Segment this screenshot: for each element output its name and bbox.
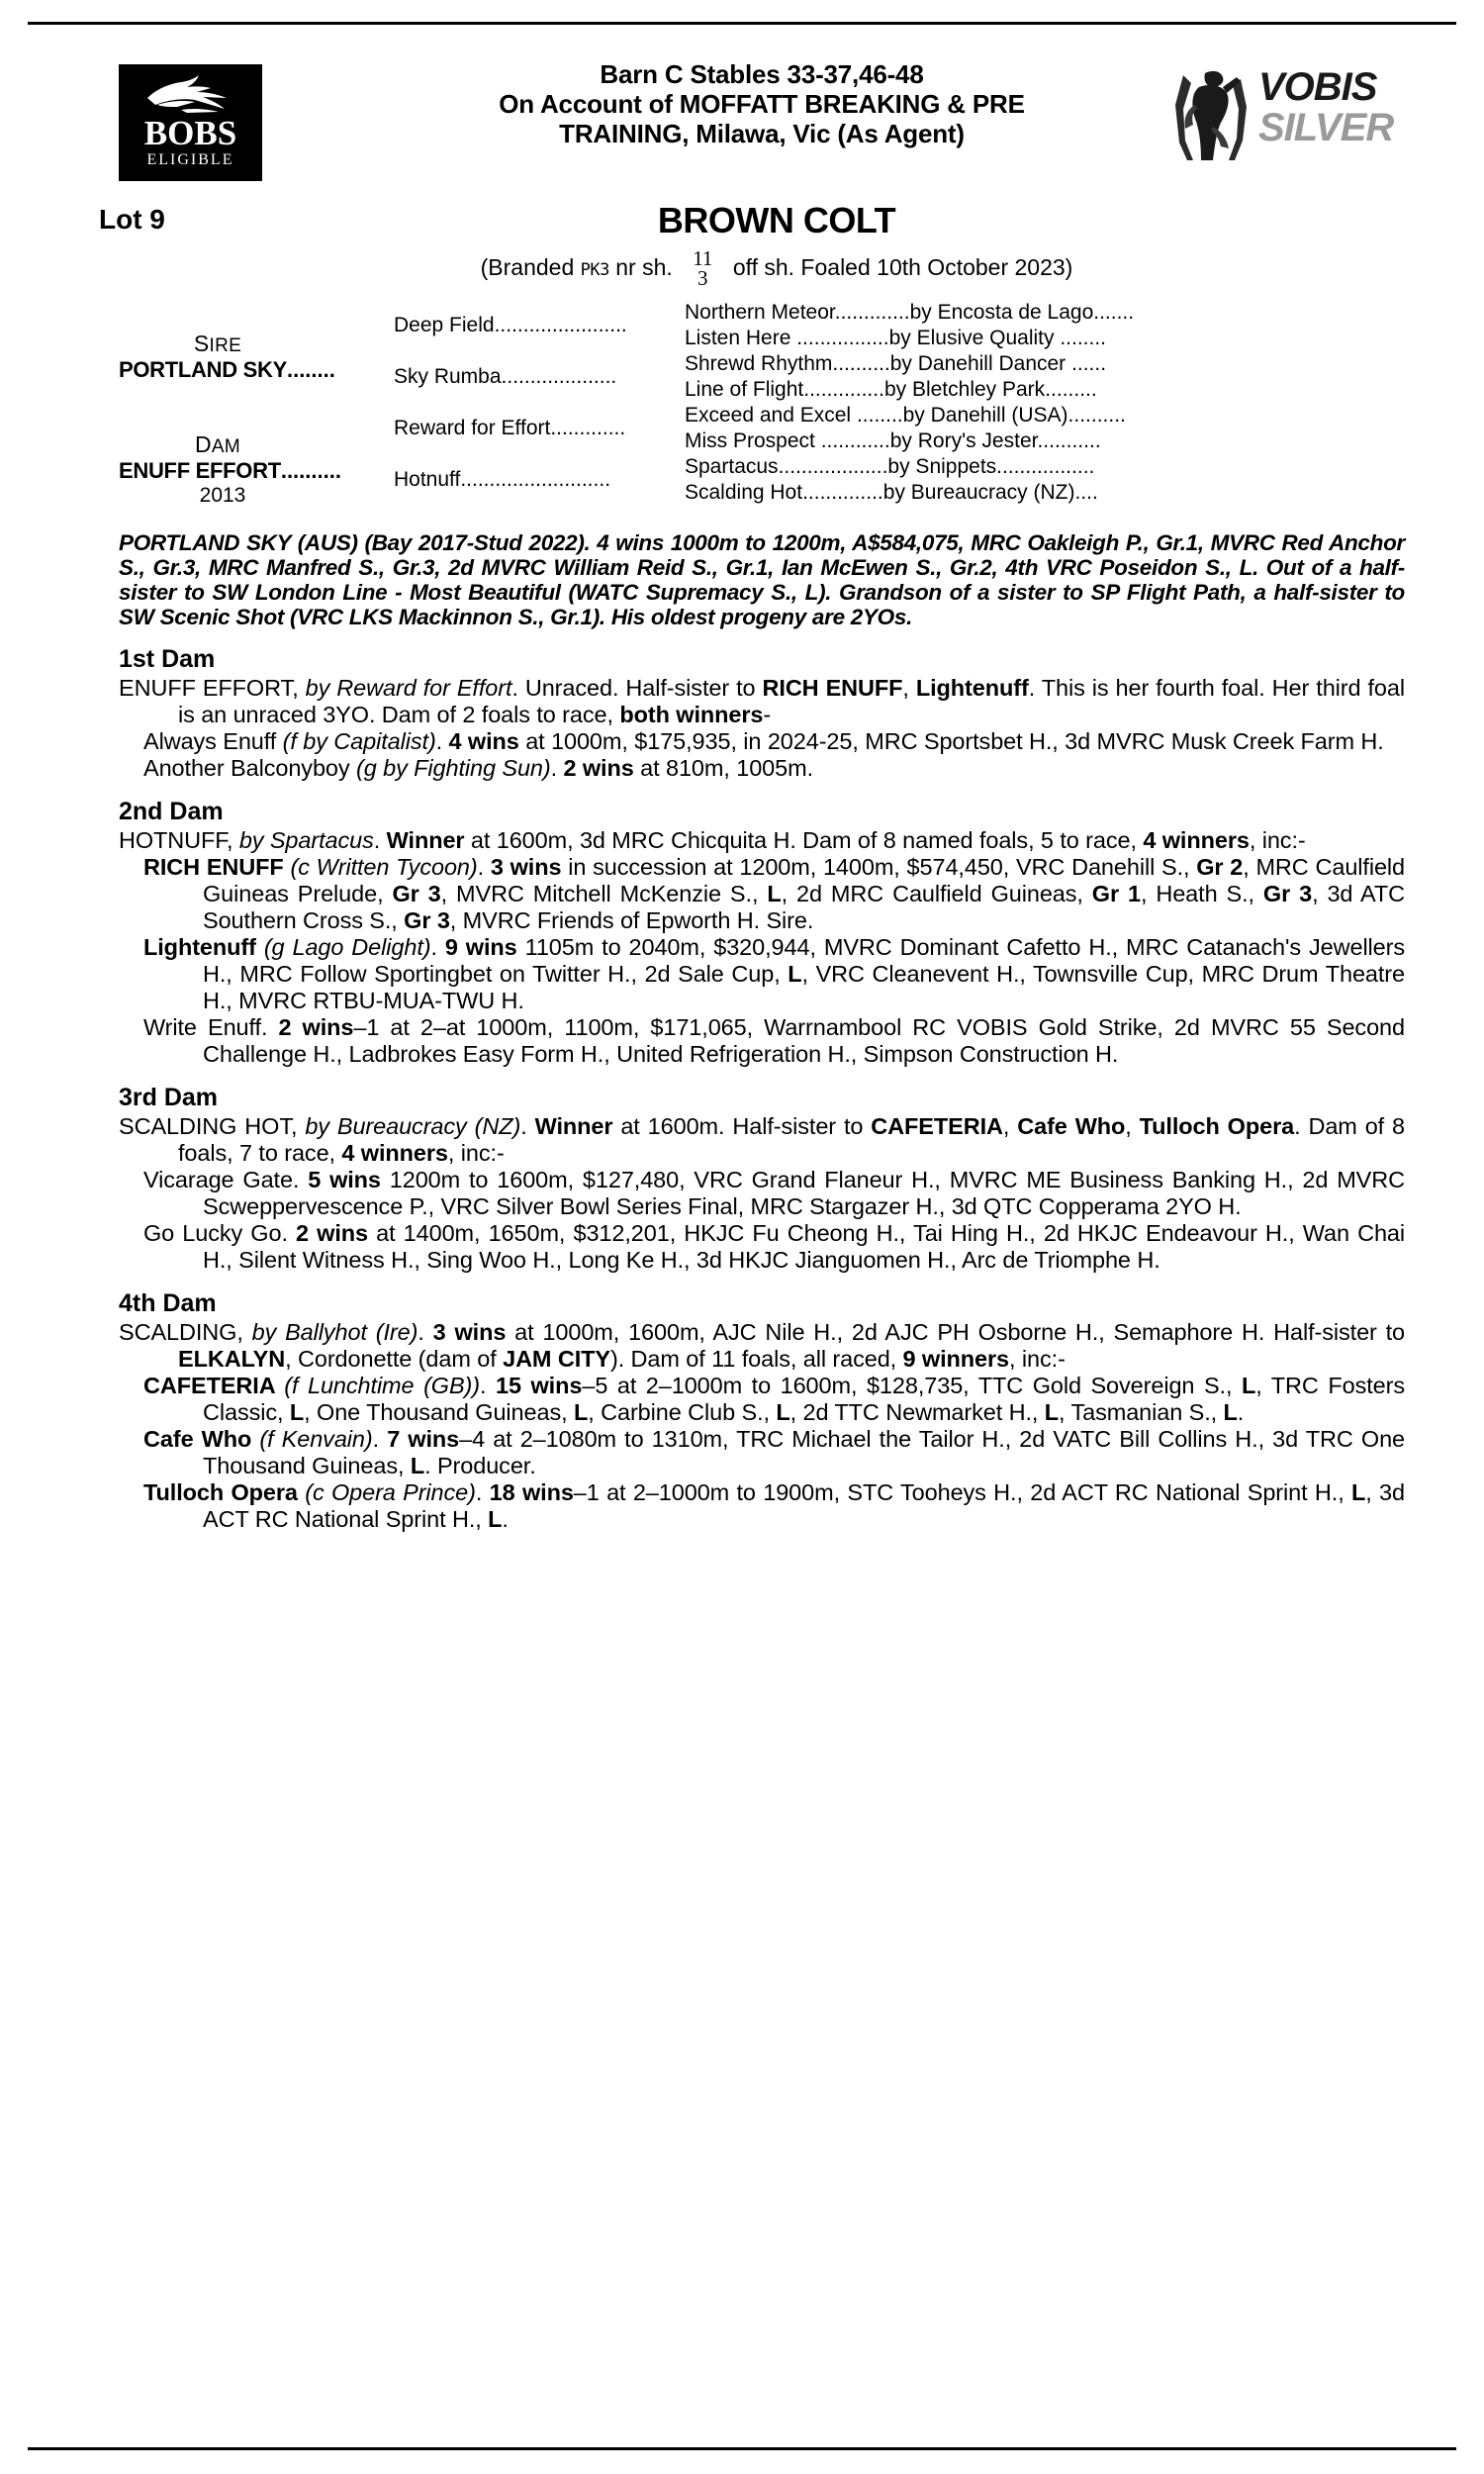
brand-code: PK3 [580,260,609,281]
dam-main-entry: HOTNUFF, by Spartacus. Winner at 1600m, 3d MRC Chicquita H. Dam of 8 named foals, 5 to race, 4 winners, inc:- [119,827,1306,853]
pedigree-table [119,301,1405,524]
dam-heading: 4th Dam [119,1289,217,1317]
sire-role-label: SIRE [193,331,242,356]
dam-sections [119,645,1405,1533]
branded-mid: nr sh. [615,254,673,281]
branded-suffix: off sh. Foaled 10th October 2023) [732,254,1073,281]
page-rule-bottom [28,2447,1456,2450]
horse-head-icon [138,74,244,116]
consignor-line-2: On Account of MOFFATT BREAKING & PRE [499,89,1025,119]
branding-line [119,246,1405,290]
dam-progeny-entry: Write Enuff. 2 wins–1 at 2–at 1000m, 1100m, $171,065, Warrnambool RC VOBIS Gold Strike, 2d MVRC 55 Second Challenge H., Ladbrokes Easy Form H., United Refrigeration H., Simpson Construction H. [143,1014,1405,1067]
bobs-eligible-logo [119,64,262,181]
dam-role-label: DAM [194,431,241,457]
dam-heading: 1st Dam [119,645,216,673]
dam-heading: 2nd Dam [119,798,224,825]
sire-summary-paragraph: PORTLAND SKY (AUS) (Bay 2017-Stud 2022). 4 wins 1000m to 1200m, A$584,075, MRC Oakleigh P., Gr.1, MVRC Red Anchor S., Gr.3, MRC Manfred S., Gr.3, 2d MVRC William Reid S., Gr.1, Ian McEwen S., Gr.2, 4th VRC Poseidon S., L. Out of a half-sister to SW London Line - Most Beautiful (WATC Supremacy S., L). Grandson of a sister to SP Flight Path, a half-sister to SW Scenic Shot (VRC LKS Mackinnon S., Gr.1). His oldest progeny are 2YOs. [119,530,1405,629]
grandparent-3: Reward for Effort............. [394,417,626,439]
dam-main-entry: ENUFF EFFORT, by Reward for Effort. Unraced. Half-sister to RICH ENUFF, Lightenuff. This is her fourth foal. Her third foal is an unraced 3YO. Dam of 2 foals to race, both winners- [119,675,1405,727]
consignor-block [336,59,1187,148]
dam-progeny-entry: CAFETERIA (f Lunchtime (GB)). 15 wins–5 at 2–1000m to 1600m, $128,735, TTC Gold Sovereign S., L, TRC Fosters Classic, L, One Thousand Guineas, L, Carbine Club S., L, 2d TTC Newmarket H., L, Tasmanian S., L. [143,1373,1406,1425]
great-grandparent-8: Scalding Hot..............by Bureaucracy (NZ).... [685,481,1098,504]
vobis-horse-rider-icon [1169,65,1254,164]
consignor-line-3: TRAINING, Milawa, Vic (As Agent) [559,119,965,148]
branded-prefix: (Branded [480,254,575,281]
page-header [119,59,1405,198]
great-grandparent-3: Shrewd Rhythm..........by Danehill Dancer ...... [685,352,1107,375]
vobis-logo-word-1: VOBIS [1258,65,1377,109]
dam-progeny-entry: Always Enuff (f by Capitalist). 4 wins at 1000m, $175,935, in 2024-25, MRC Sportsbet H., 3d MVRC Musk Creek Farm H. [143,728,1384,754]
dam-progeny-entry: Go Lucky Go. 2 wins at 1400m, 1650m, $312,201, HKJC Fu Cheong H., Tai Hing H., 2d HKJC Endeavour H., Wan Chai H., Silent Witness H., Sing Woo H., Long Ke H., 3d HKJC Jianguomen H., Arc de Triomphe H. [143,1220,1406,1273]
page-rule-top [28,22,1456,25]
great-grandparent-2: Listen Here ................by Elusive Quality ........ [685,327,1106,349]
page-content [99,59,1406,1533]
vobis-silver-logo [1167,59,1405,168]
dam-main-entry: SCALDING, by Ballyhot (Ire). 3 wins at 1000m, 1600m, AJC Nile H., 2d AJC PH Osborne H., Semaphore H. Half-sister to ELKALYN, Cordonette (dam of JAM CITY). Dam of 11 foals, all raced, 9 winners, inc:- [119,1319,1406,1372]
dam-heading: 3rd Dam [119,1084,219,1111]
great-grandparent-6: Miss Prospect ............by Rory's Jester........... [685,429,1101,452]
bobs-logo-word: BOBS [143,114,237,152]
grandparent-4: Hotnuff.......................... [394,468,611,491]
dam-progeny-entry: Tulloch Opera (c Opera Prince). 18 wins–1 at 2–1000m to 1900m, STC Tooheys H., 2d ACT RC National Sprint H., L, 3d ACT RC National Sprint H., L. [143,1479,1405,1532]
consignor-line-1: Barn C Stables 33-37,46-48 [600,59,924,89]
dam-progeny-entry: Cafe Who (f Kenvain). 7 wins–4 at 2–1080m to 1310m, TRC Michael the Tailor H., 2d VATC Bill Collins H., 3d TRC One Thousand Guineas, L. Producer. [143,1426,1406,1478]
vobis-wordmark [1258,67,1407,148]
sire-block [119,331,396,383]
dam-block [119,431,396,508]
dam-name: ENUFF EFFORT.......... [119,458,341,483]
grandparent-2: Sky Rumba.................... [394,365,617,388]
brand-fraction-denominator: 3 [697,266,708,290]
sire-name: PORTLAND SKY........ [119,357,335,382]
lot-title-row [99,200,1405,245]
brand-fraction-numerator: 11 [693,246,713,270]
brand-fraction [693,248,712,288]
dam-foaling-year: 2013 [199,484,246,507]
colour-and-sex: BROWN COLT [657,200,896,240]
dam-progeny-entry: Another Balconyboy (g by Fighting Sun). 2 wins at 810m, 1005m. [143,755,814,781]
great-grandparent-4: Line of Flight..............by Bletchley Park......... [685,378,1097,401]
vobis-logo-word-2: SILVER [1258,106,1394,149]
great-grandparent-5: Exceed and Excel ........by Danehill (USA).......... [685,404,1126,427]
bobs-logo-subtitle: ELIGIBLE [146,151,234,168]
dam-main-entry: SCALDING HOT, by Bureaucracy (NZ). Winner at 1600m. Half-sister to CAFETERIA, Cafe Who, Tulloch Opera. Dam of 8 foals, 7 to race, 4 winners, inc:- [119,1113,1406,1166]
dam-progeny-entry: Vicarage Gate. 5 wins 1200m to 1600m, $127,480, VRC Grand Flaneur H., MVRC ME Business Banking H., 2d MVRC Scweppervescence P., VRC Silver Bowl Series Final, MRC Stargazer H., 3d QTC Copperama 2YO H. [143,1167,1405,1219]
grandparent-1: Deep Field....................... [394,314,627,336]
great-grandparent-7: Spartacus...................by Snippets................. [685,455,1095,478]
lot-number: Lot 9 [99,204,165,235]
great-grandparent-1: Northern Meteor.............by Encosta de Lago....... [685,301,1135,324]
dam-progeny-entry: Lightenuff (g Lago Delight). 9 wins 1105m to 2040m, $320,944, MVRC Dominant Cafetto H., MRC Catanach's Jewellers H., MRC Follow Sportingbet on Twitter H., 2d Sale Cup, L, VRC Cleanevent H., Townsville Cup, MRC Drum Theatre H., MVRC RTBU-MUA-TWU H. [143,934,1406,1013]
dam-progeny-entry: RICH ENUFF (c Written Tycoon). 3 wins in succession at 1200m, 1400m, $574,450, VRC Danehill S., Gr 2, MRC Caulfield Guineas Prelude, Gr 3, MVRC Mitchell McKenzie S., L, 2d MRC Caulfield Guineas, Gr 1, Heath S., Gr 3, 3d ATC Southern Cross S., Gr 3, MVRC Friends of Epworth H. Sire. [143,854,1406,933]
